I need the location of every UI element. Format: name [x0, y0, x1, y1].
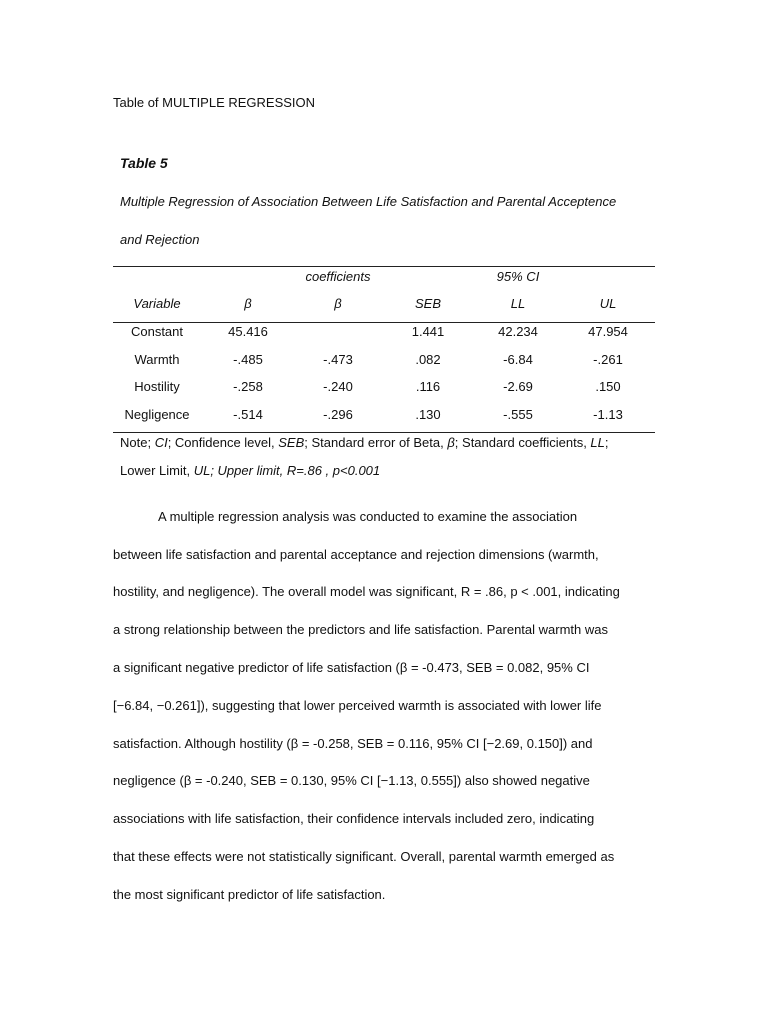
group-header-coefficients: coefficients: [305, 269, 371, 284]
cell-variable: Negligence: [124, 407, 190, 422]
note-ci-text: ; Confidence level,: [167, 435, 279, 450]
table-top-rule: [113, 266, 655, 267]
cell-seb: .130: [415, 407, 441, 422]
paragraph-line: the most significant predictor of life satisfaction.: [113, 887, 386, 902]
note-seb-text: ; Standard error of Beta,: [304, 435, 448, 450]
note-beta-abbr: β: [447, 435, 455, 450]
table-title-line-1: Multiple Regression of Association Between Life Satisfaction and Parental Acceptence: [120, 194, 617, 209]
paragraph-line: [−6.84, −0.261]), suggesting that lower perceived warmth is associated with lower life: [113, 698, 602, 713]
column-header-ll: LL: [510, 296, 526, 311]
note-seb-abbr: SEB: [278, 435, 305, 450]
cell-ul: -1.13: [593, 407, 623, 422]
cell-variable: Hostility: [134, 379, 180, 394]
column-header-seb: SEB: [414, 296, 442, 311]
paragraph-line: that these effects were not statistically significant. Overall, parental warmth emerged as: [113, 849, 615, 864]
cell-beta-std: -.240: [323, 379, 353, 394]
group-header-ci: 95% CI: [496, 269, 540, 284]
cell-seb: .082: [415, 352, 441, 367]
table-bottom-rule: [113, 432, 655, 433]
table-note-line-1: [120, 435, 609, 450]
column-header-beta-std: β: [334, 296, 342, 311]
cell-variable: Constant: [130, 324, 184, 339]
column-header-beta-unstd: β: [244, 296, 252, 311]
cell-seb: 1.441: [411, 324, 445, 339]
note-line2-b: UL; Upper limit, R=.86 , p<0.001: [193, 463, 381, 478]
cell-ul: -.261: [593, 352, 623, 367]
cell-beta-std: -.296: [323, 407, 353, 422]
column-header-variable: Variable: [133, 296, 181, 311]
paragraph-line: negligence (β = -0.240, SEB = 0.130, 95% CI [−1.13, 0.555]) also showed negative: [113, 773, 590, 788]
cell-ul: .150: [595, 379, 621, 394]
cell-beta-unstd: -.514: [233, 407, 263, 422]
paragraph-line: associations with life satisfaction, their confidence intervals included zero, indicating: [113, 811, 595, 826]
cell-seb: .116: [415, 379, 441, 394]
cell-ll: -2.69: [503, 379, 533, 394]
cell-beta-unstd: 45.416: [228, 324, 268, 339]
column-header-ul: UL: [599, 296, 617, 311]
table-note-line-2: [120, 463, 380, 478]
cell-ll: 42.234: [498, 324, 538, 339]
note-ci-abbr: CI: [154, 435, 168, 450]
paragraph-line: a strong relationship between the predictors and life satisfaction. Parental warmth was: [113, 622, 608, 637]
paragraph-line: satisfaction. Although hostility (β = -0.258, SEB = 0.116, 95% CI [−2.69, 0.150]) and: [113, 736, 593, 751]
running-head: Table of MULTIPLE REGRESSION: [113, 95, 316, 110]
note-ll-text: ;: [604, 435, 609, 450]
paragraph-line: between life satisfaction and parental acceptance and rejection dimensions (warmth,: [113, 547, 599, 562]
table-number: Table 5: [120, 155, 168, 171]
note-ll-abbr: LL: [590, 435, 605, 450]
cell-beta-unstd: -.485: [233, 352, 263, 367]
cell-ll: -6.84: [503, 352, 533, 367]
paragraph-line: a significant negative predictor of life satisfaction (β = -0.473, SEB = 0.082, 95% CI: [113, 660, 590, 675]
note-line2-a: Lower Limit,: [120, 463, 194, 478]
cell-variable: Warmth: [134, 352, 180, 367]
cell-beta-std: -.473: [323, 352, 353, 367]
paragraph-line: hostility, and negligence). The overall model was significant, R = .86, p < .001, indicating: [113, 584, 620, 599]
note-beta-text: ; Standard coefficients,: [454, 435, 591, 450]
table-title-line-2: and Rejection: [120, 232, 200, 247]
table-header-rule: [113, 322, 655, 323]
cell-ul: 47.954: [588, 324, 628, 339]
note-prefix: Note;: [120, 435, 155, 450]
cell-beta-unstd: -.258: [233, 379, 263, 394]
paragraph-line: A multiple regression analysis was conducted to examine the association: [158, 509, 578, 524]
cell-ll: -.555: [503, 407, 533, 422]
